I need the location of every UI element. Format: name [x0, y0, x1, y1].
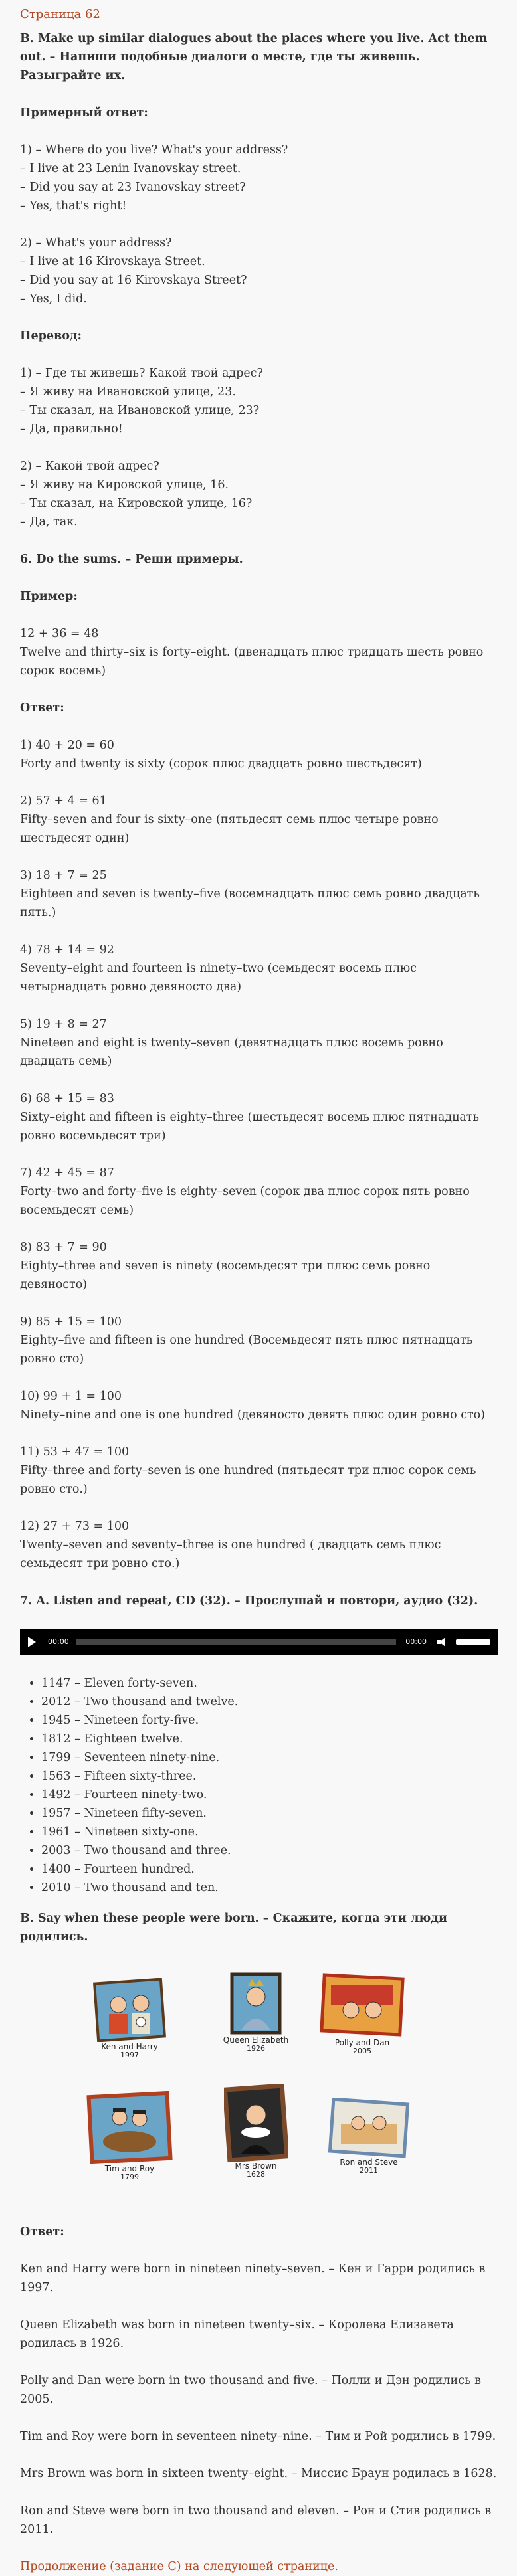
list-item: • 1400 – Fourteen hundred.	[41, 1860, 498, 1879]
dialogue-2	[20, 234, 498, 308]
continue-paragraph	[20, 2557, 498, 2576]
sum-equation: 7) 42 + 45 = 87	[20, 1166, 114, 1180]
audio-duration: 00:00	[405, 1637, 427, 1646]
sum-item	[20, 736, 498, 773]
sum-equation: 5) 19 + 8 = 27	[20, 1018, 107, 1031]
sum-item	[20, 1164, 498, 1220]
sum-item	[20, 1517, 498, 1573]
sum-words: Fifty–three and forty–seven is one hundred (пятьдесят три плюс сорок семь ровно сто.)	[20, 1464, 476, 1496]
task-b-heading: B. Make up similar dialogues about the places where you live. Act them out. – Напиши подобные диалоги о месте, где ты живешь. Разыграйте их.	[20, 32, 488, 82]
birth-answer: Tim and Roy were born in seventeen ninety–nine. – Тим и Рой родились в 1799.	[20, 2430, 496, 2443]
birth-answer: Ken and Harry were born in nineteen ninety–seven. – Кен и Гарри родились в 1997.	[20, 2262, 486, 2294]
portrait-ken-harry-image	[93, 1978, 166, 2042]
portrait-year: 2005	[353, 2047, 371, 2055]
sum-equation: 11) 53 + 47 = 100	[20, 1445, 130, 1459]
sum-item	[20, 941, 498, 996]
dialogue-line: – Yes, I did.	[20, 292, 87, 306]
portrait-name: Ken and Harry	[101, 2042, 158, 2051]
list-item: • 1147 – Eleven forty-seven.	[41, 1674, 498, 1693]
volume-slider[interactable]	[456, 1639, 490, 1645]
page-title: Страница 62	[20, 7, 100, 21]
play-icon[interactable]	[28, 1637, 36, 1647]
task-7b-heading: B. Say when these people were born. – Скажите, когда эти люди родились.	[20, 1912, 447, 1944]
portrait-name: Queen Elizabeth	[223, 2035, 289, 2045]
translation-line: – Я живу на Ивановской улице, 23.	[20, 385, 236, 399]
list-item: • 1799 – Seventeen ninety-nine.	[41, 1748, 498, 1767]
sum-words: Seventy–eight and fourteen is ninety–two (семьдесят восемь плюс четырнадцать ровно девяносто два)	[20, 962, 417, 994]
sum-item	[20, 1387, 498, 1424]
dialogue-1	[20, 141, 498, 215]
portrait-name: Polly and Dan	[334, 2038, 390, 2047]
portrait-year: 2011	[360, 2166, 378, 2175]
portrait-year: 1799	[120, 2173, 139, 2181]
task-7b-answer-label: Ответ:	[20, 2225, 64, 2239]
portrait-year: 1997	[120, 2051, 139, 2059]
portrait-ron-steve-image	[328, 2098, 410, 2158]
sum-item	[20, 1238, 498, 1294]
translation-line: – Я живу на Кировской улице, 16.	[20, 478, 229, 492]
portrait-ken-harry	[80, 1978, 179, 2059]
sum-equation: 3) 18 + 7 = 25	[20, 869, 107, 882]
audio-seek-bar[interactable]	[76, 1639, 397, 1645]
list-item: • 1563 – Fifteen sixty-three.	[41, 1767, 498, 1786]
sum-equation: 12 + 36 = 48	[20, 627, 99, 640]
translation-line: – Да, так.	[20, 515, 78, 529]
task-6-heading: 6. Do the sums. – Реши примеры.	[20, 553, 243, 566]
translation-1	[20, 364, 498, 438]
dialogue-line: – I live at 16 Kirovskaya Street.	[20, 255, 205, 268]
dialogue-line: 2) – What's your address?	[20, 236, 172, 250]
sum-equation: 8) 83 + 7 = 90	[20, 1241, 107, 1254]
sum-words: Eighty–five and fifteen is one hundred (Восемьдесят пять плюс пятнадцать ровно сто)	[20, 1334, 473, 1366]
birth-answer: Ron and Steve were born in two thousand and eleven. – Рон и Стив родились в 2011.	[20, 2504, 492, 2536]
list-item: • 1945 – Nineteen forty-five.	[41, 1711, 498, 1730]
portrait-tim-roy	[80, 2091, 179, 2181]
portrait-queen-elizabeth	[206, 1972, 306, 2053]
list-item: • 1812 – Eighteen twelve.	[41, 1730, 498, 1748]
dialogue-line: 1) – Where do you live? What's your address?	[20, 143, 288, 157]
portrait-mrs-brown	[206, 2084, 306, 2179]
portrait-tim-roy-image	[86, 2091, 173, 2164]
sum-words: Eighteen and seven is twenty–five (восемнадцать плюс семь ровно двадцать пять.)	[20, 887, 480, 919]
sum-words: Forty and twenty is sixty (сорок плюс двадцать ровно шестьдесят)	[20, 757, 422, 771]
dialogue-line: – Yes, that's right!	[20, 199, 127, 213]
birth-answer: Polly and Dan were born in two thousand and five. – Полли и Дэн родились в 2005.	[20, 2374, 481, 2406]
sum-equation: 10) 99 + 1 = 100	[20, 1390, 122, 1403]
sum-item	[20, 866, 498, 922]
translation-line: – Ты сказал, на Ивановской улице, 23?	[20, 404, 260, 417]
people-portraits-figure	[80, 1965, 452, 2204]
sum-item	[20, 1313, 498, 1368]
years-list	[20, 1674, 498, 1897]
sum-item	[20, 792, 498, 848]
translation-line: – Да, правильно!	[20, 422, 123, 436]
sum-words: Twelve and thirty–six is forty–eight. (двенадцать плюс тридцать шесть ровно сорок восемь)	[20, 646, 484, 678]
task-6-answer-label: Ответ:	[20, 701, 64, 715]
sum-words: Ninety–nine and one is one hundred (девяносто девять плюс один ровно сто)	[20, 1408, 486, 1422]
portrait-name: Mrs Brown	[235, 2162, 277, 2171]
list-item: • 1961 – Nineteen sixty-one.	[41, 1823, 498, 1841]
dialogue-line: – Did you say at 23 Ivanovskay street?	[20, 181, 246, 194]
audio-player[interactable]	[20, 1629, 498, 1655]
list-item: • 2003 – Two thousand and three.	[41, 1841, 498, 1860]
portrait-queen-elizabeth-image	[229, 1972, 282, 2035]
birth-answer: Queen Elizabeth was born in nineteen twenty–six. – Королева Елизавета родилась в 1926.	[20, 2318, 454, 2350]
translation-line: 2) – Какой твой адрес?	[20, 460, 159, 473]
sum-words: Forty–two and forty–five is eighty–seven (сорок два плюс сорок пять ровно восемьдесят семь)	[20, 1185, 470, 1217]
sum-words: Nineteen and eight is twenty–seven (девятнадцать плюс восемь ровно двадцать семь)	[20, 1036, 443, 1068]
translation-line: – Ты сказал, на Кировской улице, 16?	[20, 497, 253, 510]
translation-line: 1) – Где ты живешь? Какой твой адрес?	[20, 367, 263, 380]
dialogue-line: – Did you say at 16 Kirovskaya Street?	[20, 274, 247, 287]
sum-equation: 2) 57 + 4 = 61	[20, 794, 107, 808]
translation-2	[20, 457, 498, 531]
sum-equation: 6) 68 + 15 = 83	[20, 1092, 114, 1105]
list-item: • 1957 – Nineteen fifty-seven.	[41, 1804, 498, 1823]
portrait-mrs-brown-image	[224, 2084, 288, 2162]
volume-icon[interactable]	[437, 1637, 449, 1647]
sum-equation: 12) 27 + 73 = 100	[20, 1520, 130, 1533]
sum-item	[20, 1443, 498, 1499]
sum-words: Eighty–three and seven is ninety (восемьдесят три плюс семь ровно девяносто)	[20, 1259, 431, 1291]
audio-current-time: 00:00	[48, 1637, 69, 1646]
sum-equation: 4) 78 + 14 = 92	[20, 943, 114, 957]
portrait-name: Tim and Roy	[104, 2164, 155, 2173]
portrait-year: 1926	[247, 2044, 265, 2053]
task-6-example-label: Пример:	[20, 590, 78, 603]
sum-item	[20, 1015, 498, 1071]
portrait-polly-dan-image	[319, 1972, 405, 2038]
dialogue-line: – I live at 23 Lenin Ivanovskay street.	[20, 162, 241, 175]
sum-example	[20, 624, 498, 680]
list-item: • 1492 – Fourteen ninety-two.	[41, 1786, 498, 1804]
birth-answer: Mrs Brown was born in sixteen twenty–eight. – Миссис Браун родилась в 1628.	[20, 2467, 497, 2480]
task-b-sample-label: Примерный ответ:	[20, 106, 148, 120]
list-item: • 2010 – Two thousand and ten.	[41, 1879, 498, 1897]
continue-link[interactable]: Продолжение (задание C) на следующей странице.	[20, 2560, 338, 2573]
sum-words: Twenty–seven and seventy–three is one hundred ( двадцать семь плюс семьдесят три ровно сто.)	[20, 1538, 441, 1570]
portrait-name: Ron and Steve	[340, 2158, 398, 2167]
portrait-year: 1628	[247, 2170, 265, 2179]
portrait-polly-dan	[312, 1972, 412, 2055]
sum-item	[20, 1089, 498, 1145]
sum-equation: 9) 85 + 15 = 100	[20, 1315, 122, 1329]
translation-label: Перевод:	[20, 329, 82, 343]
sum-words: Sixty–eight and fifteen is eighty–three (шестьдесят восемь плюс пятнадцать ровно восемьдесят три)	[20, 1111, 479, 1143]
sum-equation: 1) 40 + 20 = 60	[20, 739, 114, 752]
task-7a-heading: 7. A. Listen and repeat, CD (32). – Прослушай и повтори, аудио (32).	[20, 1594, 478, 1608]
list-item: • 2012 – Two thousand and twelve.	[41, 1693, 498, 1711]
portrait-ron-steve	[319, 2098, 419, 2175]
sum-words: Fifty–seven and four is sixty–one (пятьдесят семь плюс четыре ровно шестьдесят один)	[20, 813, 439, 845]
